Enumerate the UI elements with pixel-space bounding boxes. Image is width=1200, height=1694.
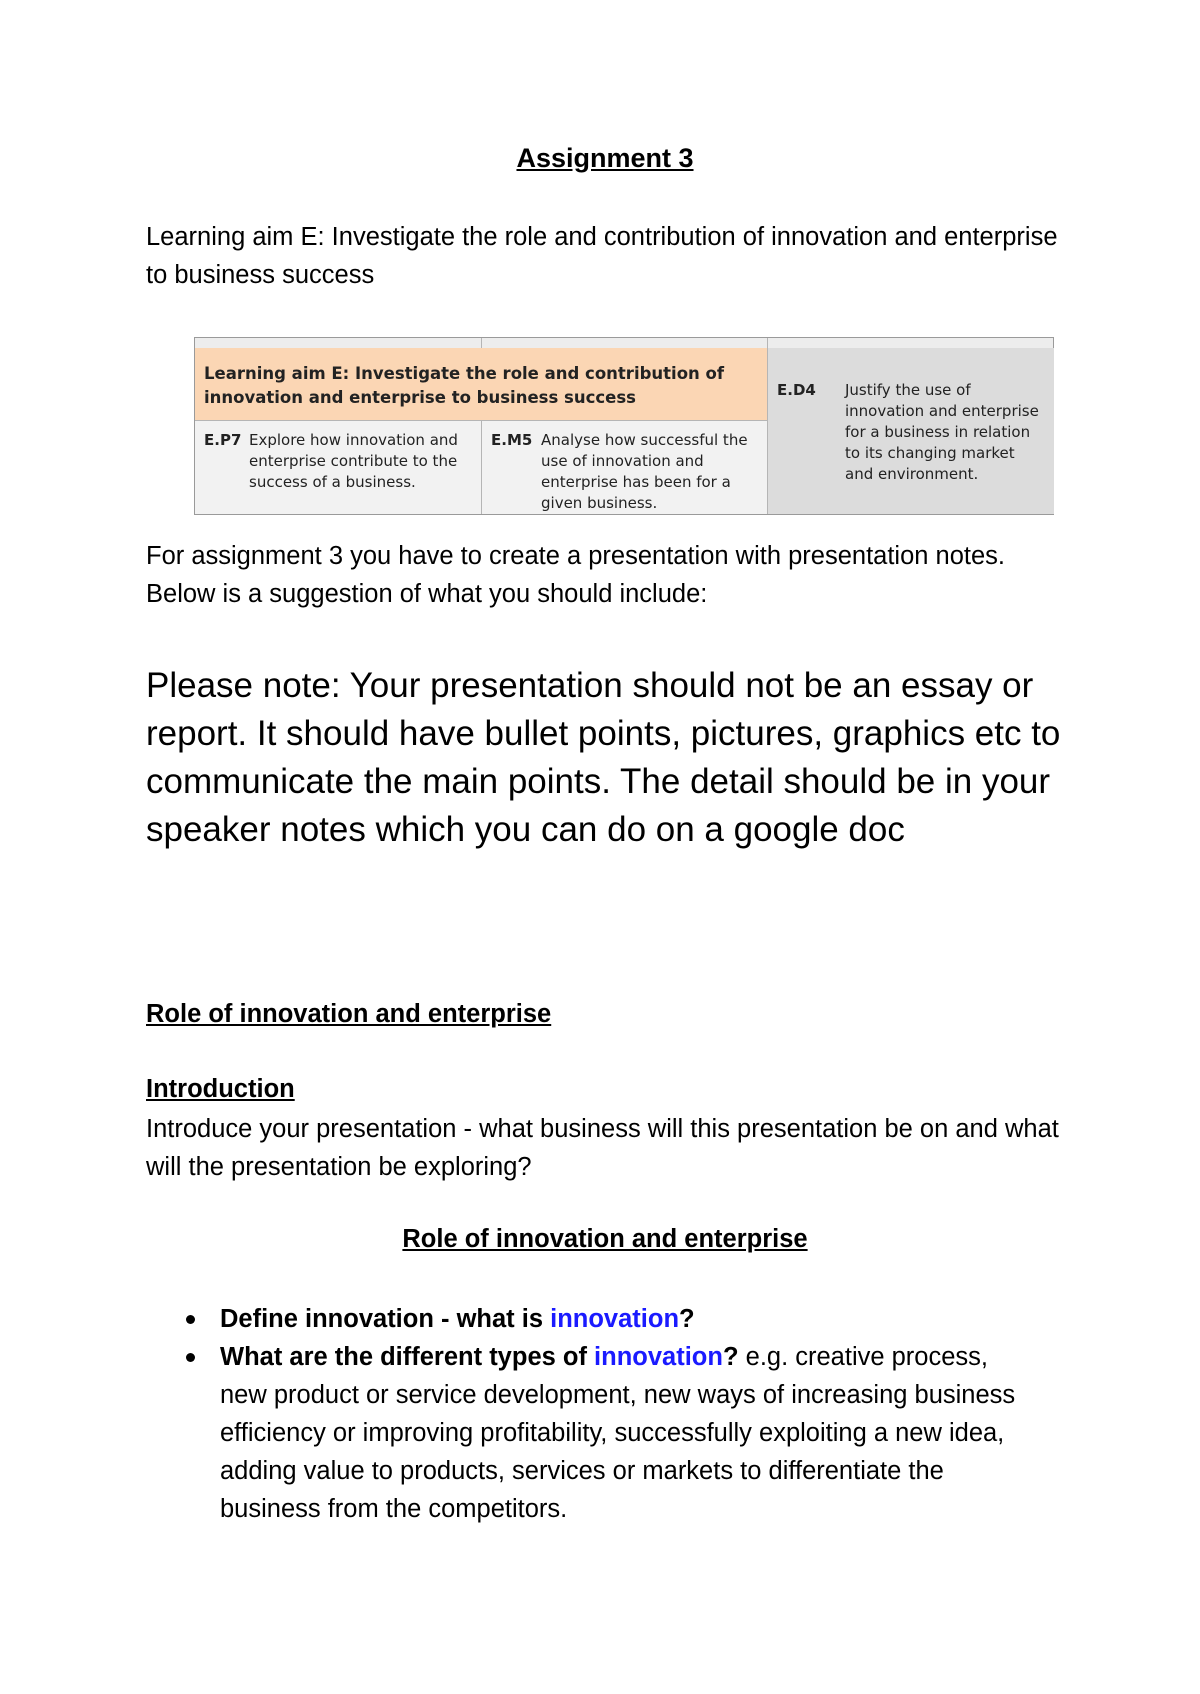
bullet-bold-text: What are the different types of — [220, 1343, 595, 1371]
presentation-note: Please note: Your presentation should not be an essay or report. It should have bullet points, pictures, graphics etc to communicate the main points. The detail should be in your speaker notes which you can do on a google doc — [146, 666, 1061, 849]
bullet-bold-text: ? — [722, 1343, 739, 1371]
introduction-text: Introduce your presentation - what business will this presentation be on and what will the presentation be exploring? — [146, 1115, 1059, 1181]
bullet-icon — [186, 1315, 195, 1324]
bullet-bold-text: ? — [679, 1305, 695, 1333]
criteria-cell-em5 — [482, 421, 767, 514]
criteria-desc: Analyse how successful the use of innovation and enterprise has been for a given business. — [541, 431, 748, 512]
list-item — [146, 1300, 1026, 1338]
bullet-list — [146, 1300, 1026, 1528]
criteria-code: E.M5 — [491, 431, 533, 449]
introduction-heading: Introduction — [146, 1075, 295, 1103]
section-heading: Role of innovation and enterprise — [146, 1000, 552, 1028]
criteria-cell-ed4 — [767, 348, 1054, 514]
criteria-code: E.D4 — [777, 381, 816, 399]
bullet-text: e.g. creative process, new product or service development, new ways of increasing business efficiency or improving profitability, successfully exploiting a new idea, adding value to products, services or markets to differentiate the business from the competitors. — [220, 1343, 1016, 1523]
page-title: Assignment 3 — [516, 143, 694, 173]
criteria-desc: Explore how innovation and enterprise contribute to the success of a business. — [249, 431, 458, 491]
criteria-table-image — [194, 337, 1054, 515]
criteria-desc: Justify the use of innovation and enterprise for a business in relation to its changing market and environment. — [845, 381, 1039, 483]
criteria-code: E.P7 — [204, 431, 242, 449]
bullet-icon — [186, 1353, 195, 1362]
criteria-cell-ep7 — [195, 421, 482, 514]
criteria-table-header — [195, 348, 767, 421]
innovation-link[interactable]: innovation — [550, 1305, 680, 1333]
bullet-bold-text: Define innovation - what is — [220, 1305, 551, 1333]
criteria-header-text: Learning aim E: Investigate the role and contribution of innovation and enterprise to business success — [204, 364, 725, 407]
learning-aim-text: Learning aim E: Investigate the role and contribution of innovation and enterprise to business success — [146, 223, 1058, 289]
list-item — [146, 1338, 1026, 1528]
centered-section-heading: Role of innovation and enterprise — [402, 1225, 808, 1253]
innovation-link[interactable]: innovation — [594, 1343, 723, 1371]
assignment-instructions: For assignment 3 you have to create a presentation with presentation notes. Below is a suggestion of what you should include: — [146, 542, 1006, 608]
